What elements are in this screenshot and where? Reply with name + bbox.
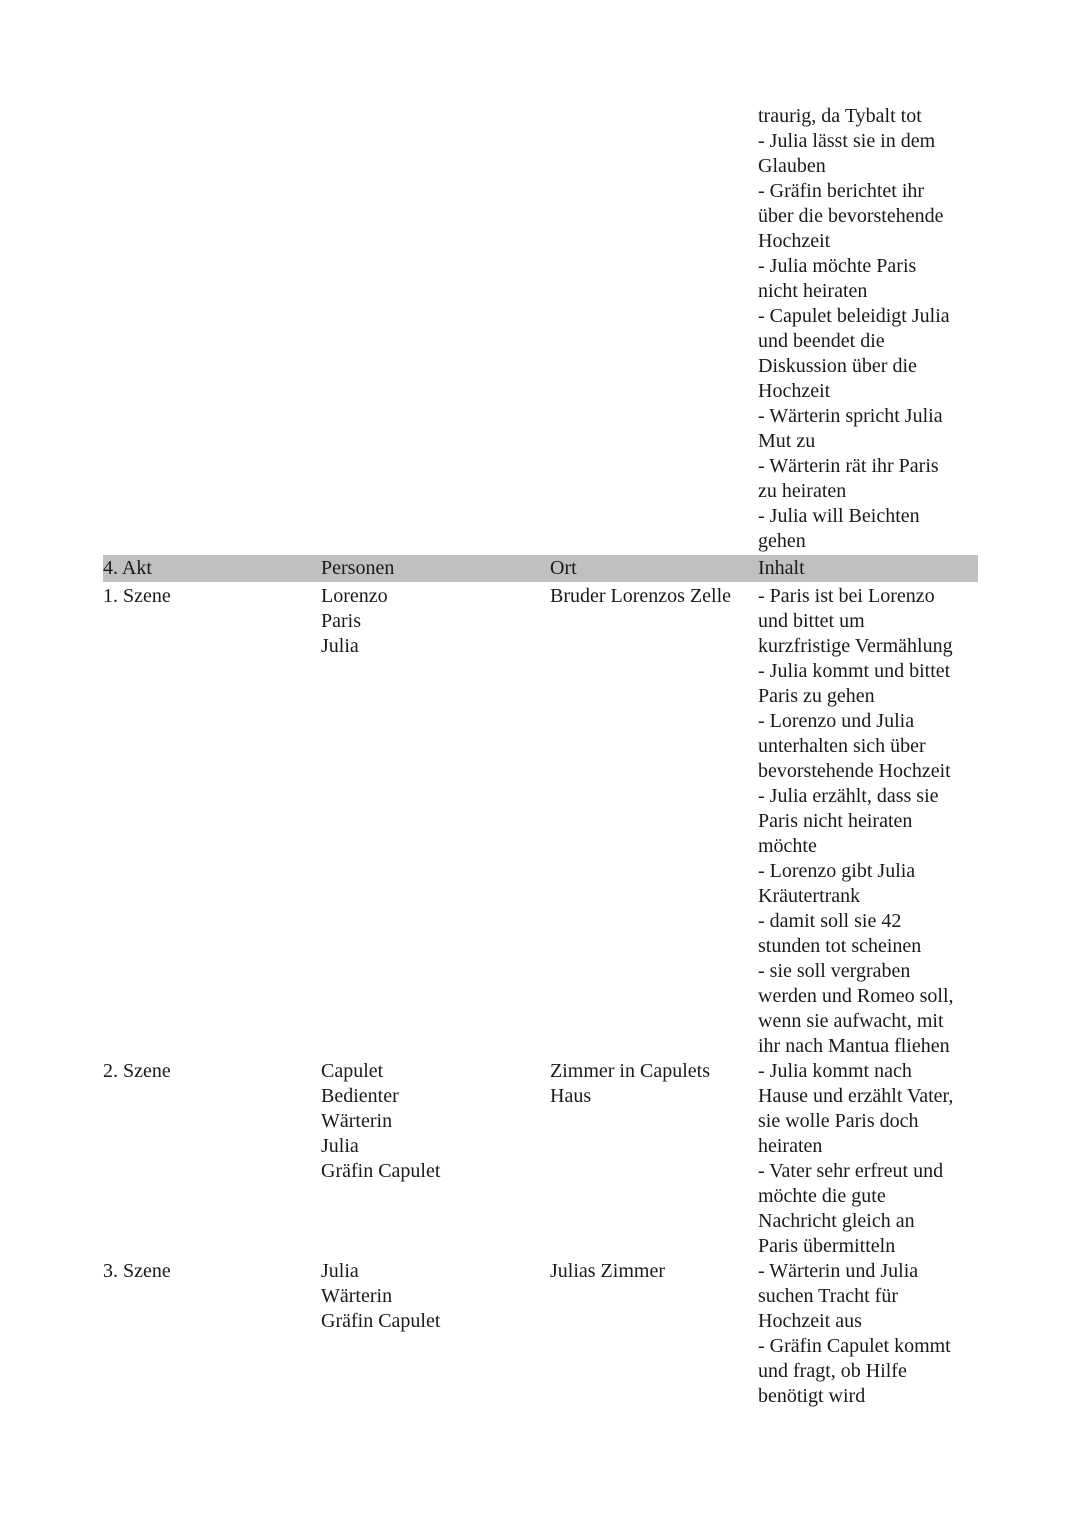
inhalt-line: - Julia kommt und bittet bbox=[758, 660, 951, 682]
ort-cell bbox=[550, 584, 758, 609]
person-line: Wärterin bbox=[321, 1285, 393, 1307]
inhalt-cell bbox=[758, 584, 978, 1059]
inhalt-line: und fragt, ob Hilfe bbox=[758, 1360, 907, 1382]
inhalt-line: - Paris ist bei Lorenzo bbox=[758, 585, 935, 607]
inhalt-line: Hochzeit aus bbox=[758, 1310, 862, 1332]
inhalt-line: - Lorenzo gibt Julia bbox=[758, 860, 916, 882]
inhalt-line: Mut zu bbox=[758, 430, 816, 452]
inhalt-line: Diskussion über die bbox=[758, 355, 917, 377]
inhalt-line: Glauben bbox=[758, 155, 826, 177]
inhalt-line: traurig, da Tybalt tot bbox=[758, 105, 922, 127]
inhalt-line: stunden tot scheinen bbox=[758, 935, 922, 957]
header-ort: Ort bbox=[550, 557, 577, 579]
szene-cell bbox=[103, 584, 321, 609]
person-line: Paris bbox=[321, 610, 361, 632]
inhalt-line: Hochzeit bbox=[758, 380, 831, 402]
inhalt-line: Paris übermitteln bbox=[758, 1235, 896, 1257]
inhalt-line: benötigt wird bbox=[758, 1385, 866, 1407]
inhalt-line: - Capulet beleidigt Julia bbox=[758, 305, 950, 327]
inhalt-line: Nachricht gleich an bbox=[758, 1210, 915, 1232]
personen-cell bbox=[321, 1059, 550, 1184]
person-line: Julia bbox=[321, 1260, 359, 1282]
inhalt-line: gehen bbox=[758, 530, 806, 552]
inhalt-line: - Julia möchte Paris bbox=[758, 255, 917, 277]
inhalt-line: bevorstehende Hochzeit bbox=[758, 760, 951, 782]
table-row bbox=[103, 1059, 978, 1259]
document-table bbox=[103, 104, 978, 1409]
person-line: Gräfin Capulet bbox=[321, 1310, 441, 1332]
header-inhalt: Inhalt bbox=[758, 557, 805, 579]
header-akt: 4. Akt bbox=[103, 557, 152, 579]
table-header bbox=[103, 555, 978, 582]
inhalt-line: - damit soll sie 42 bbox=[758, 910, 902, 932]
inhalt-cell bbox=[758, 1059, 978, 1259]
person-line: Wärterin bbox=[321, 1110, 393, 1132]
inhalt-line: - Gräfin Capulet kommt bbox=[758, 1335, 951, 1357]
inhalt-line: - Julia lässt sie in dem bbox=[758, 130, 936, 152]
inhalt-line: - Julia will Beichten bbox=[758, 505, 920, 527]
ort-cell bbox=[550, 1059, 758, 1109]
carryover-inhalt-cell bbox=[758, 104, 978, 554]
ort-line: Bruder Lorenzos Zelle bbox=[550, 585, 732, 607]
szene-cell bbox=[103, 1259, 321, 1284]
szene-cell bbox=[103, 1059, 321, 1084]
person-line: Capulet bbox=[321, 1060, 384, 1082]
inhalt-line: sie wolle Paris doch bbox=[758, 1110, 919, 1132]
inhalt-line: - Wärterin spricht Julia bbox=[758, 405, 943, 427]
person-line: Lorenzo bbox=[321, 585, 388, 607]
person-line: Bedienter bbox=[321, 1085, 399, 1107]
ort-line: Zimmer in Capulets bbox=[550, 1060, 710, 1082]
personen-cell bbox=[321, 1259, 550, 1334]
personen-cell bbox=[321, 584, 550, 659]
person-line: Julia bbox=[321, 1135, 359, 1157]
inhalt-line: und bittet um bbox=[758, 610, 865, 632]
inhalt-line: - Vater sehr erfreut und bbox=[758, 1160, 944, 1182]
inhalt-line: Hochzeit bbox=[758, 230, 831, 252]
inhalt-line: zu heiraten bbox=[758, 480, 847, 502]
ort-line: Julias Zimmer bbox=[550, 1260, 665, 1282]
carryover-row bbox=[103, 104, 978, 554]
inhalt-line: möchte bbox=[758, 835, 817, 857]
szene-label: 3. Szene bbox=[103, 1260, 171, 1282]
table-row bbox=[103, 584, 978, 1059]
inhalt-line: unterhalten sich über bbox=[758, 735, 926, 757]
inhalt-line: - Wärterin rät ihr Paris bbox=[758, 455, 939, 477]
szene-label: 2. Szene bbox=[103, 1060, 171, 1082]
person-line: Gräfin Capulet bbox=[321, 1160, 441, 1182]
inhalt-line: über die bevorstehende bbox=[758, 205, 944, 227]
table-row bbox=[103, 1259, 978, 1409]
person-line: Julia bbox=[321, 635, 359, 657]
inhalt-line: ihr nach Mantua fliehen bbox=[758, 1035, 950, 1057]
inhalt-line: - sie soll vergraben bbox=[758, 960, 911, 982]
inhalt-line: wenn sie aufwacht, mit bbox=[758, 1010, 944, 1032]
inhalt-line: möchte die gute bbox=[758, 1185, 886, 1207]
inhalt-line: - Gräfin berichtet ihr bbox=[758, 180, 925, 202]
inhalt-line: Hause und erzählt Vater, bbox=[758, 1085, 954, 1107]
ort-line: Haus bbox=[550, 1085, 592, 1107]
inhalt-line: und beendet die bbox=[758, 330, 885, 352]
header-personen: Personen bbox=[321, 557, 395, 579]
inhalt-line: kurzfristige Vermählung bbox=[758, 635, 953, 657]
inhalt-line: heiraten bbox=[758, 1135, 823, 1157]
inhalt-line: Paris nicht heiraten bbox=[758, 810, 913, 832]
inhalt-line: werden und Romeo soll, bbox=[758, 985, 954, 1007]
inhalt-line: Kräutertrank bbox=[758, 885, 861, 907]
inhalt-line: - Julia erzählt, dass sie bbox=[758, 785, 939, 807]
inhalt-cell bbox=[758, 1259, 978, 1409]
inhalt-line: - Wärterin und Julia bbox=[758, 1260, 919, 1282]
szene-label: 1. Szene bbox=[103, 585, 171, 607]
inhalt-line: suchen Tracht für bbox=[758, 1285, 898, 1307]
inhalt-line: - Julia kommt nach bbox=[758, 1060, 912, 1082]
ort-cell bbox=[550, 1259, 758, 1284]
inhalt-line: - Lorenzo und Julia bbox=[758, 710, 915, 732]
inhalt-line: nicht heiraten bbox=[758, 280, 868, 302]
inhalt-line: Paris zu gehen bbox=[758, 685, 875, 707]
